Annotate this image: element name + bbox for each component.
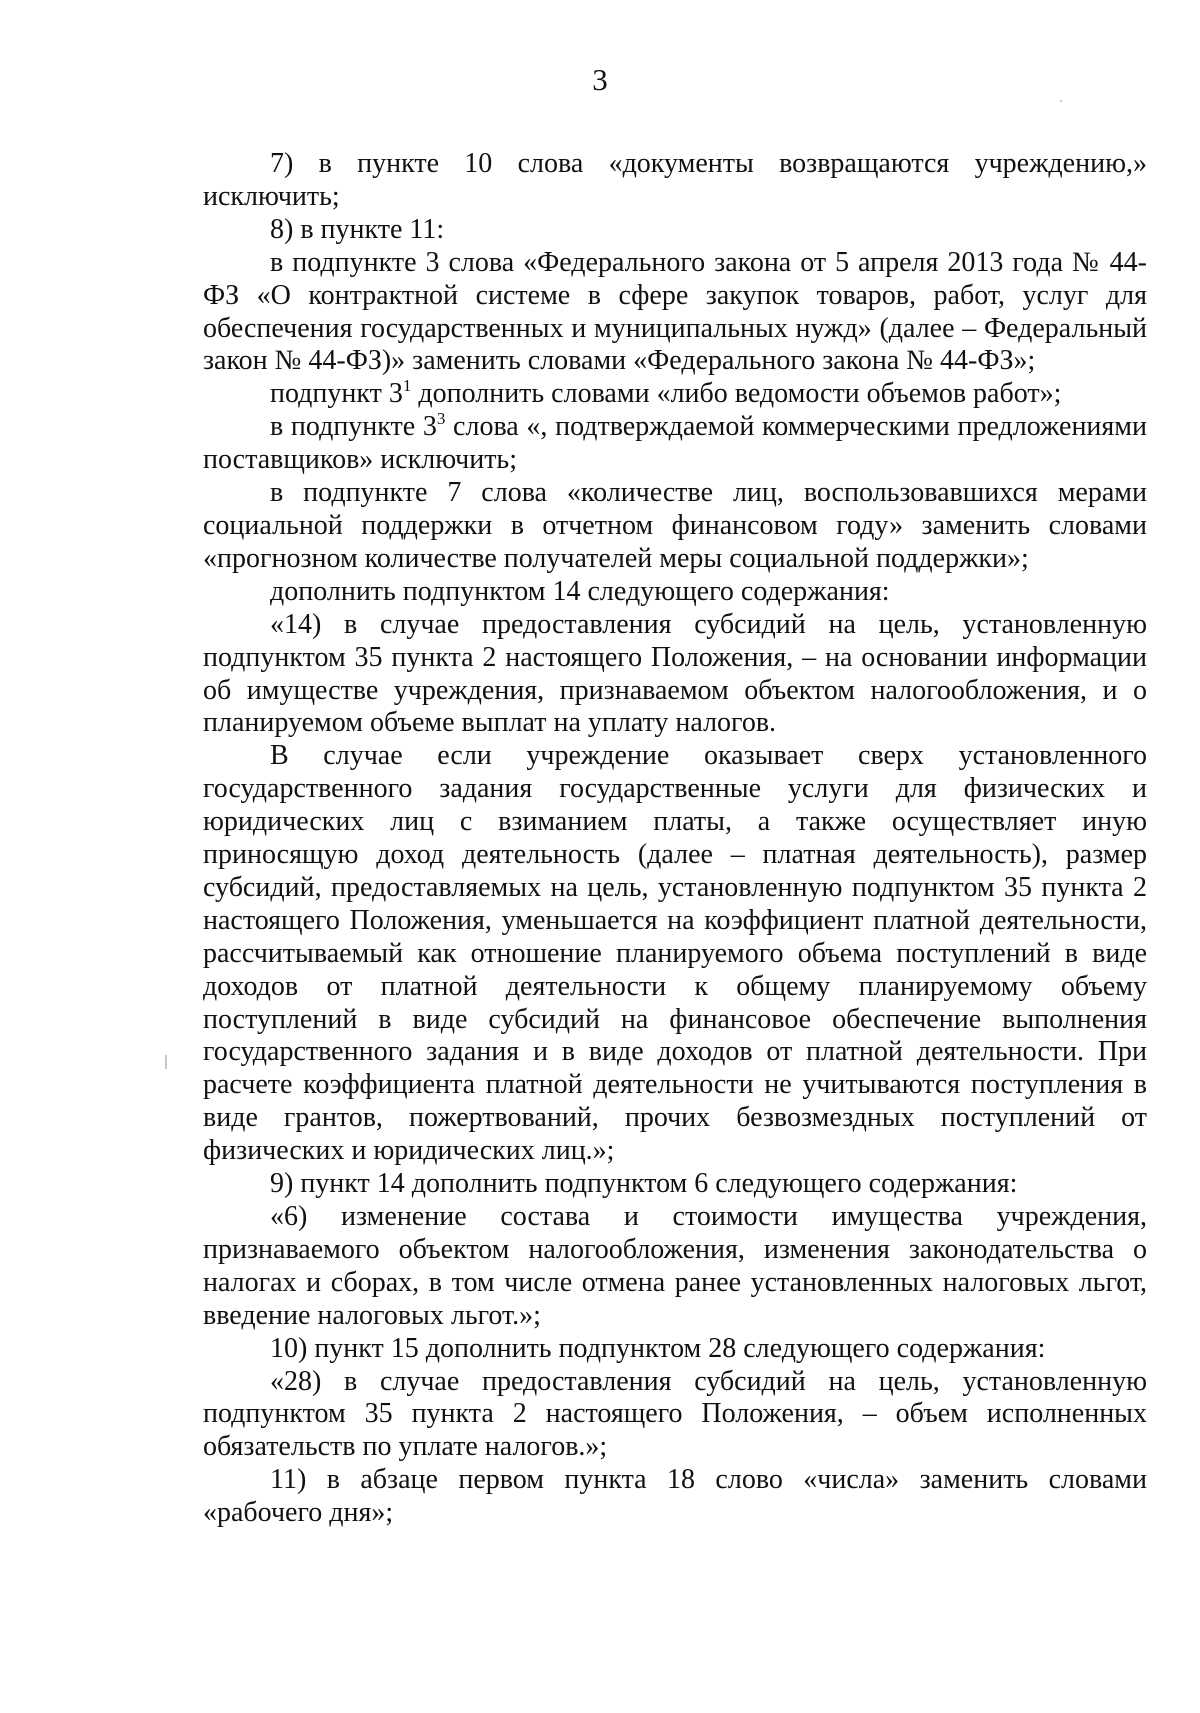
paragraph-item-11: 11) в абзаце первом пункта 18 слово «числа» заменить словами «рабочего дня»; bbox=[203, 1464, 1147, 1529]
paragraph-subitem-14-text: «14) в случае предоставления субсидий на цель, установленную подпунктом 35 пункта 2 настоящего Положения, – на основании информации об имуществе учреждения, признаваемом объектом налогообложения, и о планируемом объеме выплат на уплату налогов. bbox=[203, 608, 1147, 739]
paragraph-subitem-6-text: «6) изменение состава и стоимости имущества учреждения, признаваемого объектом налогообложения, изменения законодательства о налогах и сборах, в том числе отмена ранее установленных налоговых льгот, введение налоговых льгот.»; bbox=[203, 1201, 1147, 1331]
paragraph-subitem-3: в подпункте 3 слова «Федерального закона от 5 апреля 2013 года № 44-ФЗ «О контрактной системе в сфере закупок товаров, работ, услуг для обеспечения государственных и муниципальных нужд» (далее – Федеральный закон № 44-ФЗ)» заменить словами «Федерального закона № 44-ФЗ»; bbox=[203, 246, 1147, 377]
scan-artifact bbox=[1060, 100, 1062, 102]
text-fragment: слова «, подтверждаемой коммерческими предложениями поставщиков» исключить; bbox=[203, 411, 1147, 476]
text-fragment: дополнить словами «либо ведомости объемов работ»; bbox=[411, 378, 1062, 410]
text-fragment: подпункт 3 bbox=[270, 378, 403, 410]
paragraph-item-10: 10) пункт 15 дополнить подпунктом 28 следующего содержания: bbox=[270, 1332, 1046, 1364]
paragraph-paid-activity: В случае если учреждение оказывает сверх установленного государственного задания государственные услуги для физических и юридических лиц с взиманием платы, а также осуществляет иную приносящую доход деятельность (далее – платная деятельность), размер субсидий, предоставляемых на цель, установленную подпунктом 35 пункта 2 настоящего Положения, уменьшается на коэффициент платной деятельности, рассчитываемый как отношение планируемого объема поступлений в виде доходов от платной деятельности к общему планируемому объему поступлений в виде субсидий на финансовое обеспечение выполнения государственного задания и в виде доходов от платной деятельности. При расчете коэффициента платной деятельности не учитываются поступления в виде грантов, пожертвований, прочих безвозмездных поступлений от физических и юридических лиц.»; bbox=[203, 740, 1147, 1167]
paragraph-subitem-3-3 bbox=[203, 411, 1147, 477]
document-body bbox=[203, 148, 1147, 1530]
paragraph-item-7: 7) в пункте 10 слова «документы возвращаются учреждению,» исключить; bbox=[203, 148, 1147, 212]
paragraph-item-8: 8) в пункте 11: bbox=[270, 213, 445, 245]
page-number: 3 bbox=[592, 62, 608, 97]
paragraph-subitem-28-text: «28) в случае предоставления субсидий на цель, установленную подпунктом 35 пункта 2 настоящего Положения, – объем исполненных обязательств по уплате налогов.»; bbox=[203, 1365, 1147, 1463]
paragraph-item-9: 9) пункт 14 дополнить подпунктом 6 следующего содержания: bbox=[270, 1168, 1018, 1200]
paragraph-subitem-7: в подпункте 7 слова «количестве лиц, воспользовавшихся мерами социальной поддержки в отчетном финансовом году» заменить словами «прогнозном количестве получателей меры социальной поддержки»; bbox=[203, 477, 1147, 574]
scan-artifact bbox=[165, 1055, 167, 1069]
text-fragment: в подпункте 3 bbox=[270, 411, 437, 443]
superscript: 3 bbox=[436, 409, 446, 429]
paragraph-subitem-3-1 bbox=[203, 378, 1147, 411]
superscript: 1 bbox=[402, 376, 412, 396]
paragraph-add-subitem-14: дополнить подпунктом 14 следующего содержания: bbox=[270, 575, 890, 607]
